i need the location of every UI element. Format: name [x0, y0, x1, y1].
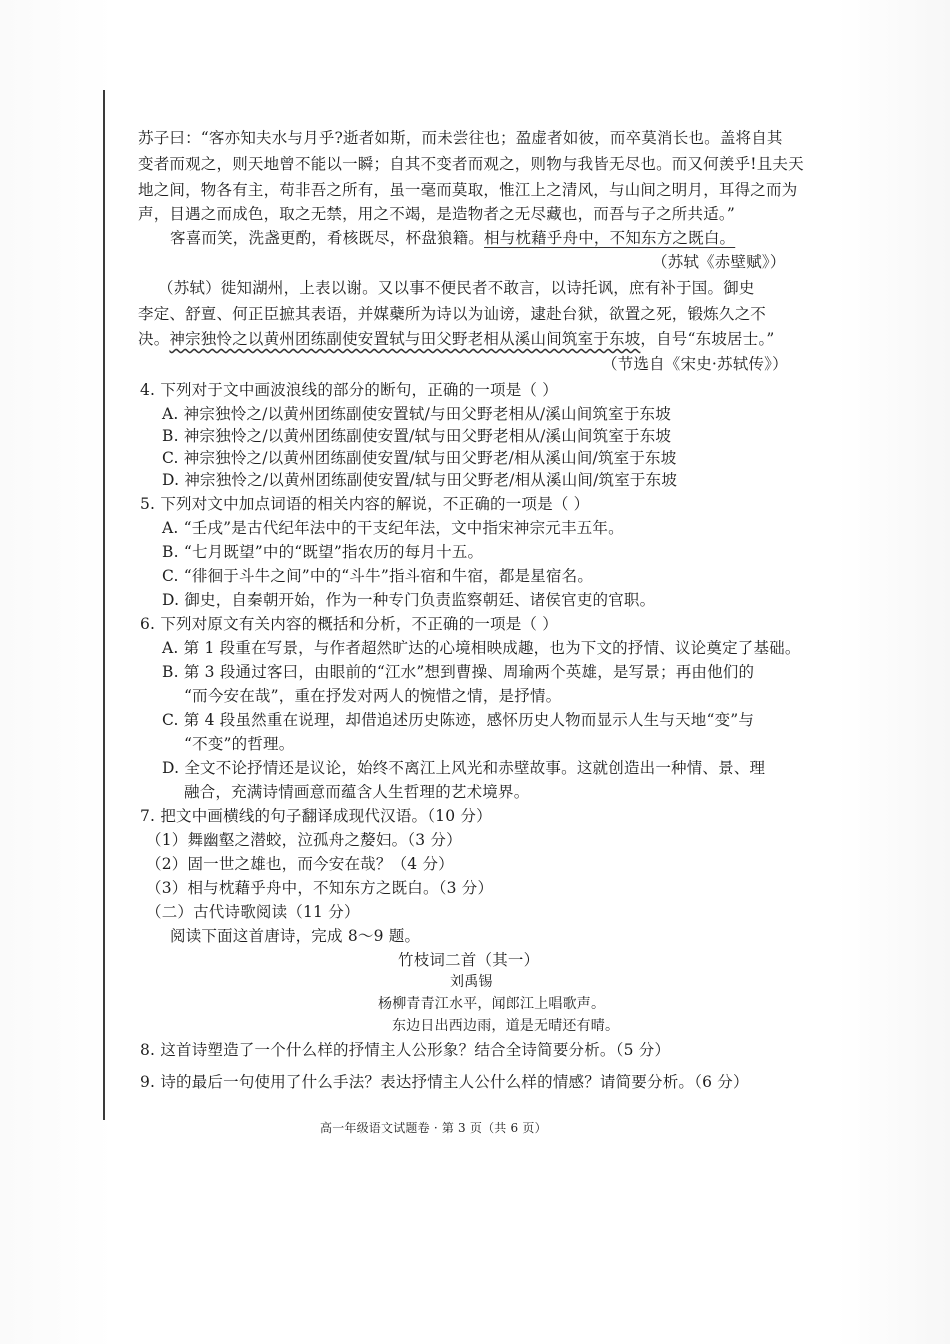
- section-heading: （二）古代诗歌阅读（11 分）: [146, 903, 360, 921]
- passage-text: ，自号“东坡居士。”: [640, 330, 775, 348]
- passage-text: 客喜而笑，洗盏更酌，肴核既尽，杯盘狼籍。: [170, 229, 485, 247]
- question-5-stem: 5. 下列对文中加点词语的相关内容的解说，不正确的一项是（ ）: [140, 495, 590, 513]
- wavy-underlined-sentence: 神宗独怜之以黄州团练副使安置轼与田父野老相从溪山间筑室于东坡: [169, 330, 641, 348]
- question-6-option-b: B. 第 3 段通过客曰，由眼前的“江水”想到曹操、周瑜两个英雄，是写景；再由他们的: [162, 663, 755, 681]
- question-6-stem: 6. 下列对原文有关内容的概括和分析，不正确的一项是（ ）: [140, 615, 558, 633]
- question-4-option-a: A. 神宗独怜之/以黄州团练副使安置轼/与田父野老相从/溪山间筑室于东坡: [162, 405, 671, 423]
- question-8: 8. 这首诗塑造了一个什么样的抒情主人公形象？结合全诗简要分析。（5 分）: [140, 1041, 671, 1059]
- question-6-option-c: C. 第 4 段虽然重在说理，却借追述历史陈迹，感怀历史人物而显示人生与天地“变”与: [162, 711, 755, 729]
- question-5-option-c: C. “徘徊于斗牛之间”中的“斗牛”指斗宿和牛宿，都是星宿名。: [162, 567, 594, 585]
- poem-title: 竹枝词二首（其一）: [398, 951, 540, 969]
- question-7-item-2: （2）固一世之雄也，而今安在哉？（4 分）: [146, 855, 454, 873]
- question-4-option-b: B. 神宗独怜之/以黄州团练副使安置/轼与田父野老相从/溪山间筑室于东坡: [162, 427, 672, 445]
- passage-line: （苏轼）徙知湖州，上表以谢。又以事不便民者不敢言，以诗托讽，庶有补于国。御史: [158, 279, 755, 297]
- question-9: 9. 诗的最后一句使用了什么手法？表达抒情主人公什么样的情感？请简要分析。（6 分）: [140, 1073, 749, 1091]
- passage-line: 李定、舒亶、何正臣摭其表语，并媒蘗所为诗以为讪谤，逮赴台狱，欲置之死，锻炼久之不: [138, 305, 767, 323]
- passage-line: 苏子曰：“客亦知夫水与月乎?逝者如斯，而未尝往也；盈虚者如彼，而卒莫消长也。盖将自其: [138, 129, 783, 147]
- question-5-option-b: B. “七月既望”中的“既望”指农历的每月十五。: [162, 543, 484, 561]
- question-5-option-d: D. 御史，自秦朝开始，作为一种专门负责监察朝廷、诸侯官吏的官职。: [162, 591, 656, 609]
- question-6-option-d: D. 全文不论抒情还是议论，始终不离江上风光和赤壁故事。这就创造出一种情、景、理: [162, 759, 766, 777]
- source-citation: （苏轼《赤壁赋》）: [652, 253, 786, 271]
- passage-text: 决。: [138, 330, 170, 348]
- poem-author: 刘禹锡: [450, 974, 493, 990]
- page-footer: 高一年级语文试题卷 · 第 3 页（共 6 页）: [320, 1121, 547, 1135]
- underlined-sentence: 相与枕藉乎舟中，不知东方之既白。: [484, 229, 736, 247]
- poem-line-2: 东边日出西边雨，道是无晴还有晴。: [392, 1018, 620, 1034]
- passage-paragraph-3-last: [138, 329, 775, 349]
- question-4-option-d: D. 神宗独怜之/以黄州团练副使安置/轼与田父野老/相从溪山间/筑室于东坡: [162, 471, 678, 489]
- question-6-option-d-cont: 融合，充满诗情画意而蕴含人生哲理的艺术境界。: [184, 783, 530, 801]
- question-7-item-1: （1）舞幽壑之潜蛟，泣孤舟之嫠妇。（3 分）: [146, 831, 462, 849]
- question-4-option-c: C. 神宗独怜之/以黄州团练副使安置/轼与田父野老/相从溪山间/筑室于东坡: [162, 449, 677, 467]
- question-6-option-a: A. 第 1 段重在写景，与作者超然旷达的心境相映成趣，也为下文的抒情、议论奠定了基础。: [162, 639, 801, 657]
- passage-line: 变者而观之，则天地曾不能以一瞬；自其不变者而观之，则物与我皆无尽也。而又何羡乎!且夫天: [138, 155, 804, 173]
- poem-line-1: 杨柳青青江水平，闻郎江上唱歌声。: [378, 996, 606, 1012]
- question-6-option-c-cont: “不变”的哲理。: [184, 735, 295, 753]
- question-7-item-3: （3）相与枕藉乎舟中，不知东方之既白。（3 分）: [146, 879, 494, 897]
- passage-line: 声，目遇之而成色，取之无禁，用之不竭，是造物者之无尽藏也，而吾与子之所共适。”: [138, 205, 735, 223]
- question-4-stem: 4. 下列对于文中画波浪线的部分的断句，正确的一项是（ ）: [140, 381, 558, 399]
- section-instruction: 阅读下面这首唐诗，完成 8～9 题。: [170, 927, 421, 945]
- source-citation: （节选自《宋史·苏轼传》）: [602, 355, 788, 373]
- question-7-stem: 7. 把文中画横线的句子翻译成现代汉语。（10 分）: [140, 807, 492, 825]
- question-5-option-a: A. “壬戌”是古代纪年法中的干支纪年法，文中指宋神宗元丰五年。: [162, 519, 624, 537]
- passage-line: 地之间，物各有主，苟非吾之所有，虽一毫而莫取，惟江上之清风，与山间之明月，耳得之而为: [138, 181, 798, 199]
- passage-paragraph-2: [170, 228, 735, 248]
- question-6-option-b-cont: “而今安在哉”，重在抒发对两人的惋惜之情，是抒情。: [184, 687, 562, 705]
